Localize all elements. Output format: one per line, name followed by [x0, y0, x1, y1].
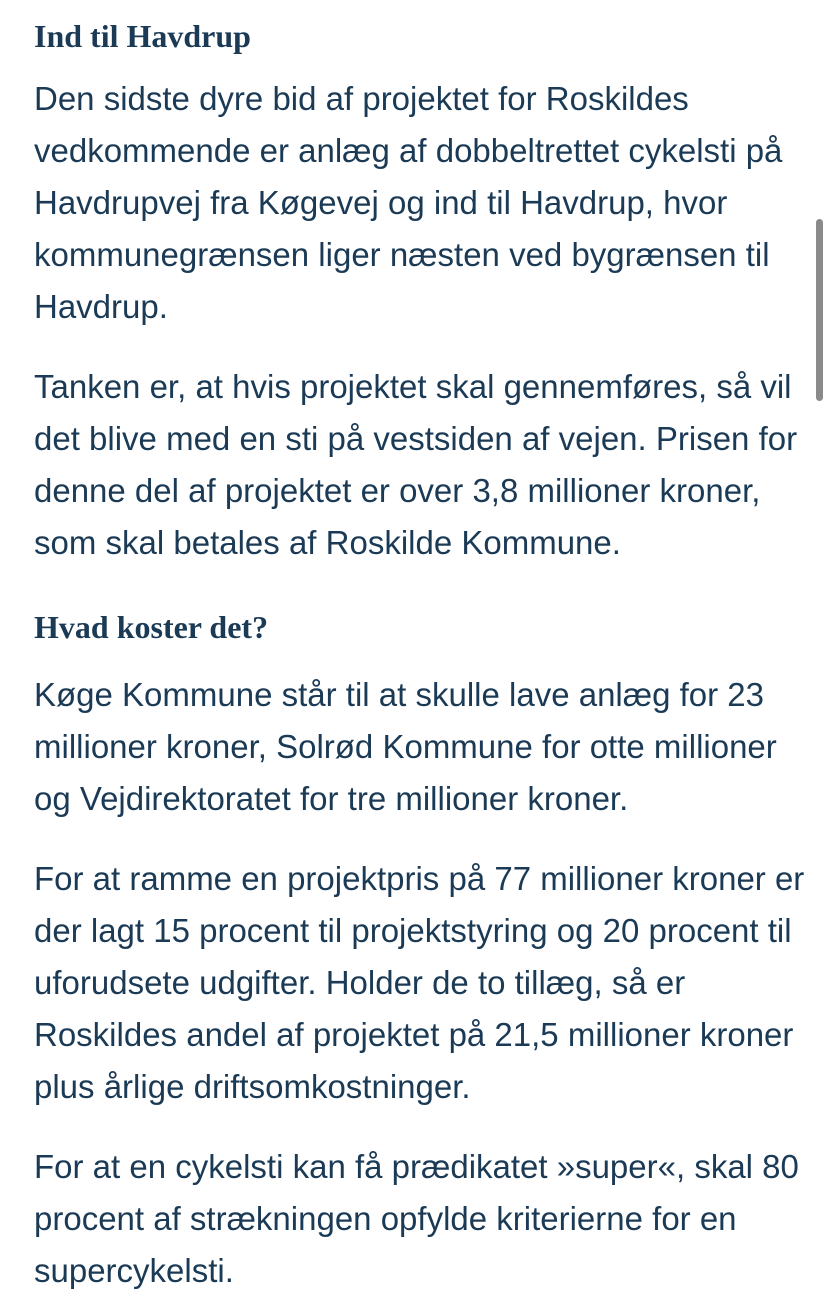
paragraph-line: kommunegrænsen liger næsten ved bygrænsen til: [34, 236, 770, 273]
paragraph-line: Havdrupvej fra Køgevej og ind til Havdrup, hvor: [34, 184, 728, 221]
paragraph-line: som skal betales af Roskilde Kommune.: [34, 524, 621, 561]
paragraph-line: der lagt 15 procent til projektstyring og 20 procent til: [34, 912, 792, 949]
paragraph-line: For at ramme en projektpris på 77 millioner kroner er: [34, 860, 805, 897]
paragraph-line: Roskildes andel af projektet på 21,5 millioner kroner: [34, 1016, 794, 1053]
paragraph-line: det blive med en sti på vestsiden af vejen. Prisen for: [34, 420, 798, 457]
paragraph-line: denne del af projektet er over 3,8 millioner kroner,: [34, 472, 761, 509]
scrollbar-thumb[interactable]: [816, 219, 823, 401]
paragraph: [34, 73, 810, 333]
paragraph-line: og Vejdirektoratet for tre millioner kroner.: [34, 780, 629, 817]
paragraph-line: Køge Kommune står til at skulle lave anlæg for 23: [34, 676, 765, 713]
paragraph-line: Den sidste dyre bid af projektet for Roskildes: [34, 80, 689, 117]
paragraph-line: millioner kroner, Solrød Kommune for otte millioner: [34, 728, 777, 765]
paragraph: [34, 1141, 810, 1297]
paragraph-line: uforudsete udgifter. Holder de to tillæg, så er: [34, 964, 686, 1001]
paragraph-line: supercykelsti.: [34, 1252, 234, 1289]
section-heading: Ind til Havdrup: [34, 18, 251, 54]
paragraph: [34, 669, 810, 825]
paragraph-line: plus årlige driftsomkostninger.: [34, 1068, 471, 1105]
paragraph: [34, 361, 810, 569]
paragraph-line: procent af strækningen opfylde kriterierne for en: [34, 1200, 737, 1237]
paragraph: [34, 853, 810, 1113]
paragraph-line: For at en cykelsti kan få prædikatet »super«, skal 80: [34, 1148, 799, 1185]
paragraph-line: Havdrup.: [34, 288, 168, 325]
section-heading: Hvad koster det?: [34, 609, 269, 645]
paragraph-line: Tanken er, at hvis projektet skal gennemføres, så vil: [34, 368, 792, 405]
paragraph-line: vedkommende er anlæg af dobbeltrettet cykelsti på: [34, 132, 783, 169]
